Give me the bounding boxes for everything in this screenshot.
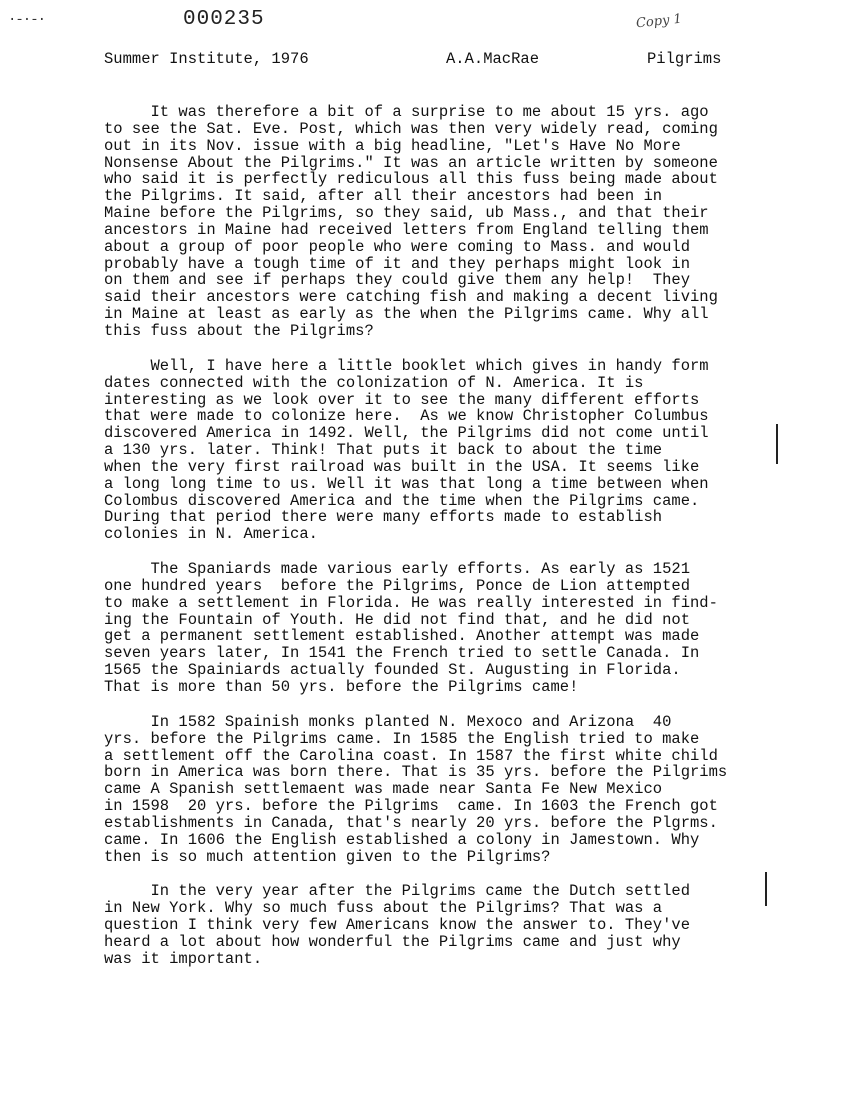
header-event: Summer Institute, 1976 bbox=[104, 50, 309, 68]
header-author: A.A.MacRae bbox=[446, 50, 540, 68]
margin-mark bbox=[776, 424, 778, 464]
paragraph-5: In the very year after the Pilgrims came the Dutch settled in New York. Why so much fuss about the Pilgrims? That was a question I think very few Americans know the answer to. They've heard a lot about how wonderful the Pilgrims came and just why was it important. bbox=[104, 882, 690, 968]
page-number: 000235 bbox=[183, 8, 265, 31]
corner-marks: ·-·-· bbox=[8, 12, 46, 28]
paragraph-2: Well, I have here a little booklet which gives in handy form dates connected with the colonization of N. America. It is interesting as we look over it to see the many different efforts that were made to colonize here. As we know Christopher Columbus discovered America in 1492. Well, the Pilgrims did not come until a 130 yrs. later. Think! That puts it back to about the time when the very first railroad was built in the USA. It seems like a long long time to us. Well it was that long a time between when Colombus discovered America and the time when the Pilgrims came. During that period there were many efforts made to establish colonies in N. America. bbox=[104, 356, 709, 544]
document-header bbox=[104, 50, 744, 74]
document-body bbox=[104, 104, 784, 986]
paragraph-4: In 1582 Spainish monks planted N. Mexoco and Arizona 40 yrs. before the Pilgrims came. In 1585 the English tried to make a settlement off the Carolina coast. In 1587 the first white child born in America was born there. That is 35 yrs. before the Pilgrims came A Spanish settlemaent was made near Santa Fe New Mexico in 1598 20 yrs. before the Pilgrims came. In 1603 the French got establishments in Canada, that's nearly 20 yrs. before the Plgrms. came. In 1606 the English established a colony in Jamestown. Why then is so much attention given to the Pilgrims? bbox=[104, 712, 728, 866]
paragraph-1: It was therefore a bit of a surprise to me about 15 yrs. ago to see the Sat. Eve. Post, which was then very widely read, coming out in its Nov. issue with a big headline, "Let's Have No More Nonsense About the Pilgrims." It was an article written by someone who said it is perfectly rediculous all this fuss being made about the Pilgrims. It said, after all their ancestors had been in Maine before the Pilgrims, so they said, ub Mass., and that their ancestors in Maine had received letters from England telling them about a group of poor people who were coming to Mass. and would probably have a tough time of it and they perhaps might look in on them and see if perhaps they could give them any help! They said their ancestors were catching fish and making a decent living in Maine at least as early as the when the Pilgrims came. Why all this fuss about the Pilgrims? bbox=[104, 103, 718, 340]
margin-mark bbox=[765, 872, 767, 906]
handwritten-copy-note: Copy 1 bbox=[635, 11, 683, 32]
header-topic: Pilgrims bbox=[647, 50, 722, 68]
paragraph-3: The Spaniards made various early efforts. As early as 1521 one hundred years before the Pilgrims, Ponce de Lion attempted to make a settlement in Florida. He was really interested in find- ing the Fountain of Youth. He did not find that, and he did not get a permanent settlement established. Another attempt was made seven years later, In 1541 the French tried to settle Canada. In 1565 the Spainiards actually founded St. Augusting in Florida. That is more than 50 yrs. before the Pilgrims came! bbox=[104, 560, 718, 696]
